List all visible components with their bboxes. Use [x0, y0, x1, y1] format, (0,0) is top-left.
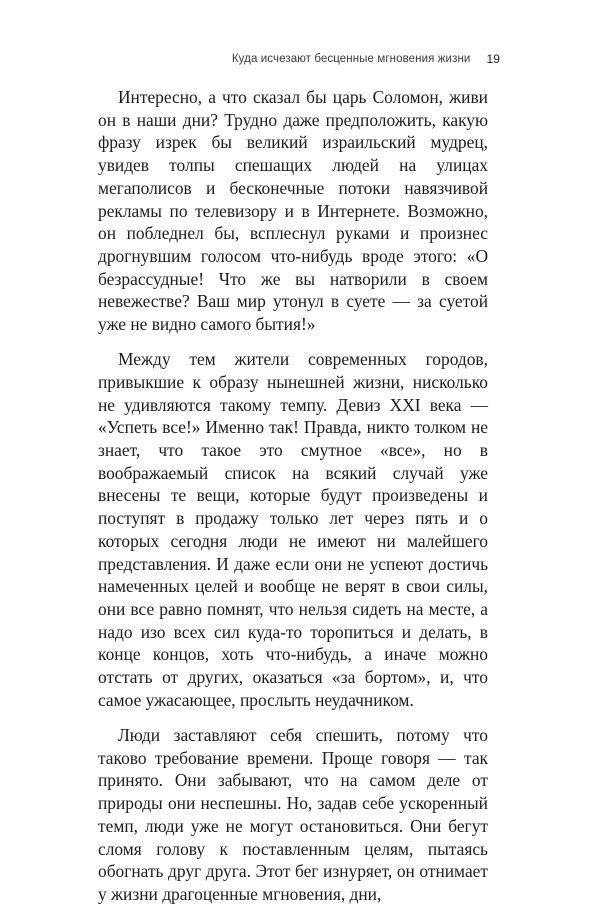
- running-header: [200, 49, 500, 69]
- paragraph-3: Люди заставляют себя спешить, потому что таково требование времени. Проще говоря — так принято. Они забывают, что на самом деле от природы они неспешны. Но, задав себе ускоренный темп, люди уже не могут остановиться. Они бегут сломя голову к поставленным целям, пытаясь обогнать друг друга. Этот бег изнуряет, он отнимает у жизни драгоценные мгновения, дни,: [98, 724, 488, 904]
- running-header-title: Куда исчезают бесценные мгновения жизни: [231, 53, 471, 65]
- body-text: [98, 86, 488, 918]
- paragraph-2: Между тем жители современных городов, привыкшие к образу нынешней жизни, нисколько не удивляются такому темпу. Девиз XXI века — «Успеть все!» Именно так! Правда, никто толком не знает, что такое это смутное «все», но в воображаемый список на всякий случай уже внесены те вещи, которые будут произведены и поступят в продажу только лет через пять и о которых сегодня люди не имеют ни малейшего представления. И даже если они не успеют достичь намеченных целей и вообще не верят в свои силы, они все равно помнят, что нельзя сидеть на месте, а надо изо всех сил куда-то торопиться и делать, в конце концов, хоть что-нибудь, а иначе можно отстать от других, оказаться «за бортом», и, что самое ужасающее, прослыть неудачником.: [98, 349, 488, 710]
- paragraph-1: Интересно, а что сказал бы царь Соломон, живи он в наши дни? Трудно даже предположить, какую фразу изрек бы великий израильский мудрец, увидев толпы спешащих людей на улицах мегаполисов и бесконечные потоки навязчивой рекламы по телевизору и в Интернете. Возможно, он побледнел бы, всплеснул руками и произнес дрогнувшим голосом что-нибудь вроде этого: «О безрассудные! Что же вы натворили в своем невежестве? Ваш мир утонул в суете — за суетой уже не видно самого бытия!»: [98, 87, 488, 335]
- page-number: 19: [486, 52, 500, 66]
